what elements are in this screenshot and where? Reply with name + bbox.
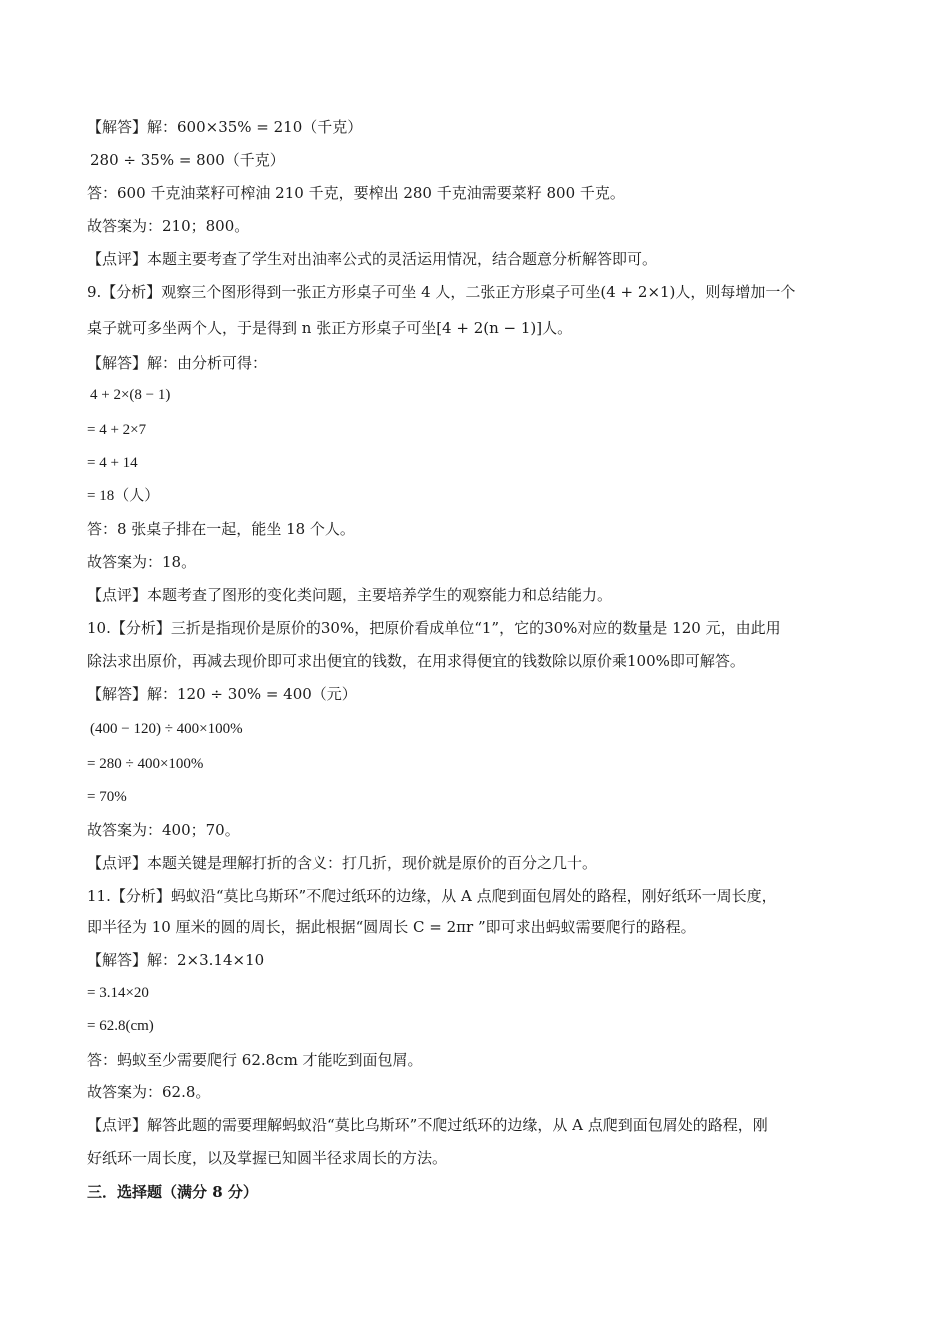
q8-answer-line-2: 280 ÷ 35% = 800（千克） [90, 151, 285, 169]
q9-calc-step-3: = 4 + 14 [87, 455, 138, 471]
q9-conclusion: 答：8 张桌子排在一起，能坐 18 个人。 [87, 520, 355, 538]
q9-calc-step-4: = 18（人） [87, 488, 160, 504]
q10-calc-step-3: = 70% [87, 789, 127, 805]
q10-answer-line-1: 【解答】解：120 ÷ 30% = 400（元） [87, 685, 357, 703]
q8-final-answer: 故答案为：210；800。 [87, 217, 250, 235]
q11-calc-step-3: = 62.8(cm) [87, 1018, 154, 1034]
q9-calc-step-2: = 4 + 2×7 [87, 422, 147, 438]
q10-analysis-line-2: 除法求出原价，再减去现价即可求出便宜的钱数，在用求得便宜的钱数除以原价乘100%即可解答。 [87, 652, 745, 670]
q10-analysis-line-1: 10.【分析】三折是指现价是原价的30%，把原价看成单位“1”，它的30%对应的数量是 120 元，由此用 [87, 619, 781, 637]
q11-answer-line-1: 【解答】解：2×3.14×10 [87, 951, 265, 969]
q11-analysis-line-2: 即半径为 10 厘米的圆的周长，据此根据“圆周长 C = 2πr ”即可求出蚂蚁需要爬行的路程。 [87, 918, 696, 936]
q11-conclusion: 答：蚂蚁至少需要爬行 62.8cm 才能吃到面包屑。 [87, 1051, 423, 1069]
section-heading: 三．选择题（满分 8 分） [87, 1183, 258, 1201]
q11-comment-line-2: 好纸环一周长度，以及掌握已知圆半径求周长的方法。 [87, 1149, 448, 1167]
q11-calc-step-2: = 3.14×20 [87, 985, 149, 1001]
q11-final-answer: 故答案为：62.8。 [87, 1083, 211, 1101]
q10-comment: 【点评】本题关键是理解打折的含义：打几折，现价就是原价的百分之几十。 [87, 854, 598, 872]
q10-final-answer: 故答案为：400；70。 [87, 821, 240, 839]
q8-answer-line-1: 【解答】解：600×35% = 210（千克） [87, 118, 363, 136]
q11-comment-line-1: 【点评】解答此题的需要理解蚂蚁沿“莫比乌斯环”不爬过纸环的边缘，从 A 点爬到面包屑处的路程，刚 [87, 1116, 768, 1134]
q8-comment: 【点评】本题主要考查了学生对出油率公式的灵活运用情况，结合题意分析解答即可。 [87, 250, 658, 268]
q9-analysis-line-1: 9.【分析】观察三个图形得到一张正方形桌子可坐 4 人，二张正方形桌子可坐(4 + 2×1)人，则每增加一个 [87, 283, 796, 301]
q9-analysis-line-2: 桌子就可多坐两个人，于是得到 n 张正方形桌子可坐[4 + 2(n − 1)]人。 [87, 319, 573, 337]
q11-analysis-line-1: 11.【分析】蚂蚁沿“莫比乌斯环”不爬过纸环的边缘，从 A 点爬到面包屑处的路程，刚好纸环一周长度， [87, 887, 777, 905]
q9-final-answer: 故答案为：18。 [87, 553, 197, 571]
q8-conclusion: 答：600 千克油菜籽可榨油 210 千克，要榨出 280 千克油需要菜籽 800 千克。 [87, 184, 625, 202]
q9-comment: 【点评】本题考查了图形的变化类问题，主要培养学生的观察能力和总结能力。 [87, 586, 613, 604]
q9-calc-step-1: 4 + 2×(8 − 1) [90, 387, 171, 403]
q10-calc-step-1: (400 − 120) ÷ 400×100% [90, 721, 243, 737]
q9-answer-intro: 【解答】解：由分析可得： [87, 354, 268, 372]
q10-calc-step-2: = 280 ÷ 400×100% [87, 756, 204, 772]
